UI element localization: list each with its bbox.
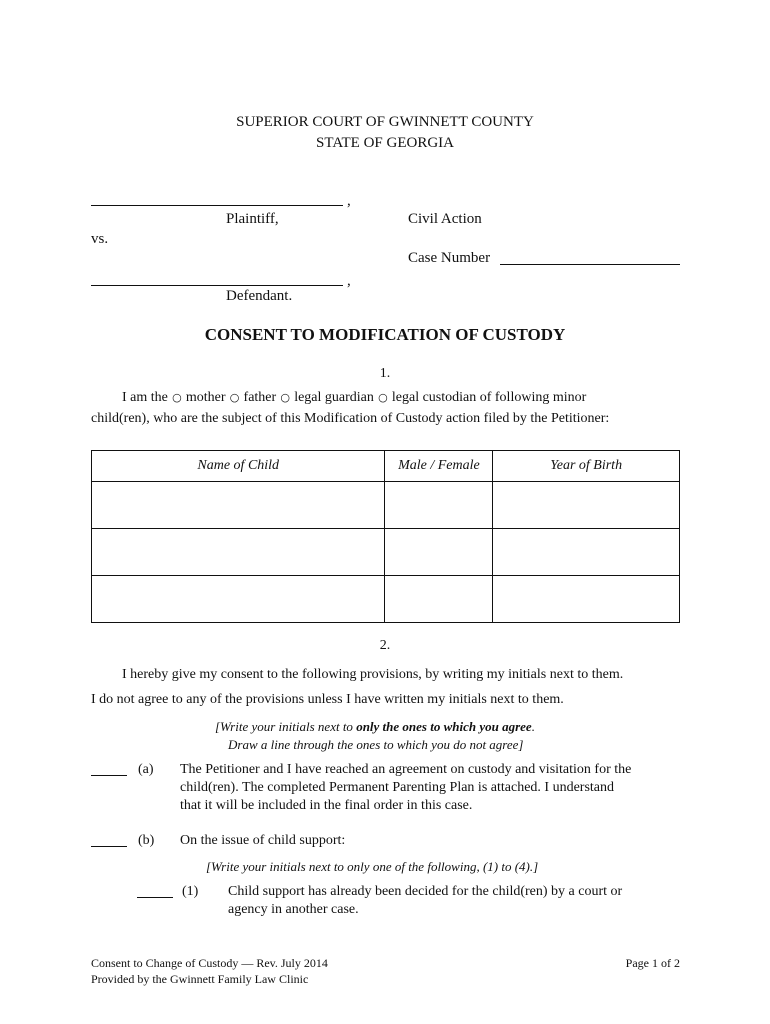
footer-page-number: Page 1 of 2 <box>625 956 680 970</box>
provision-a-line-2: child(ren). The completed Permanent Parenting Plan is attached. I understand <box>180 780 614 795</box>
case-number-line[interactable] <box>500 264 680 265</box>
intro-text: I am the <box>122 390 168 405</box>
initials-blank-a[interactable] <box>91 775 127 776</box>
instruction-emphasis: only the ones to which you agree <box>356 719 532 734</box>
section-2-number: 2. <box>379 638 391 653</box>
header-name-of-child: Name of Child <box>92 451 385 482</box>
strike-instruction: Draw a line through the ones to which you do not agree] <box>228 737 524 752</box>
defendant-label: Defendant. <box>226 288 293 304</box>
child-birth-year-cell[interactable] <box>493 576 680 623</box>
radio-icon[interactable]: ○ <box>229 391 240 404</box>
court-name: SUPERIOR COURT OF GWINNETT COUNTY <box>236 114 534 130</box>
footer-form-title: Consent to Change of Custody — Rev. July 2014 <box>91 956 328 970</box>
child-sex-cell[interactable] <box>385 576 493 623</box>
table-row <box>92 576 680 623</box>
radio-icon[interactable]: ○ <box>378 391 388 404</box>
option-legal-custodian: legal custodian of following minor <box>391 390 587 405</box>
provision-b-text: On the issue of child support: <box>180 833 346 848</box>
section-1-number: 1. <box>379 366 391 381</box>
instruction-period: . <box>531 719 535 734</box>
child-sex-cell[interactable] <box>385 482 493 529</box>
state-name: STATE OF GEORGIA <box>316 135 454 151</box>
plaintiff-comma: , <box>347 193 351 209</box>
children-table <box>91 450 680 623</box>
child-sex-cell[interactable] <box>385 529 493 576</box>
footer-provider: Provided by the Gwinnett Family Law Clinic <box>91 972 309 986</box>
option-father: father <box>243 390 277 405</box>
provision-b1-label: (1) <box>182 884 199 899</box>
radio-icon[interactable]: ○ <box>172 391 182 404</box>
consent-statement: I hereby give my consent to the following provisions, by writing my initials next to them. <box>122 667 624 682</box>
provision-b-instruction: [Write your initials next to only one of the following, (1) to (4).] <box>206 859 539 874</box>
versus-label: vs. <box>91 231 109 247</box>
child-name-cell[interactable] <box>92 482 385 529</box>
initials-blank-b1[interactable] <box>137 897 173 898</box>
provision-a-line-1: The Petitioner and I have reached an agreement on custody and visitation for the <box>180 762 632 777</box>
document-title: CONSENT TO MODIFICATION OF CUSTODY <box>204 325 566 344</box>
provision-a-label: (a) <box>138 762 154 777</box>
table-row <box>92 529 680 576</box>
header-year-of-birth: Year of Birth <box>493 451 680 482</box>
radio-icon[interactable]: ○ <box>280 391 290 404</box>
children-subject-line: child(ren), who are the subject of this Modification of Custody action filed by the Petitioner: <box>91 411 610 426</box>
parent-role-line <box>122 390 586 406</box>
instruction-text: [Write your initials next to <box>215 719 357 734</box>
case-number-label: Case Number <box>408 250 491 266</box>
provision-b1-line-2: agency in another case. <box>228 902 359 917</box>
initials-instruction <box>215 719 535 735</box>
child-birth-year-cell[interactable] <box>493 482 680 529</box>
child-name-cell[interactable] <box>92 529 385 576</box>
provision-b-label: (b) <box>138 833 155 848</box>
child-name-cell[interactable] <box>92 576 385 623</box>
provision-b1-line-1: Child support has already been decided for the child(ren) by a court or <box>228 884 623 899</box>
plaintiff-name-line[interactable] <box>91 205 343 206</box>
initials-blank-b[interactable] <box>91 846 127 847</box>
provision-a-line-3: that it will be included in the final order in this case. <box>180 798 473 813</box>
child-birth-year-cell[interactable] <box>493 529 680 576</box>
plaintiff-label: Plaintiff, <box>226 211 279 227</box>
disagree-statement: I do not agree to any of the provisions unless I have written my initials next to them. <box>91 692 564 707</box>
table-header-row <box>92 451 680 482</box>
defendant-name-line[interactable] <box>91 285 343 286</box>
header-sex: Male / Female <box>385 451 493 482</box>
option-legal-guardian: legal guardian <box>294 390 374 405</box>
civil-action-label: Civil Action <box>408 211 482 227</box>
table-row <box>92 482 680 529</box>
defendant-comma: , <box>347 273 351 289</box>
option-mother: mother <box>185 390 226 405</box>
